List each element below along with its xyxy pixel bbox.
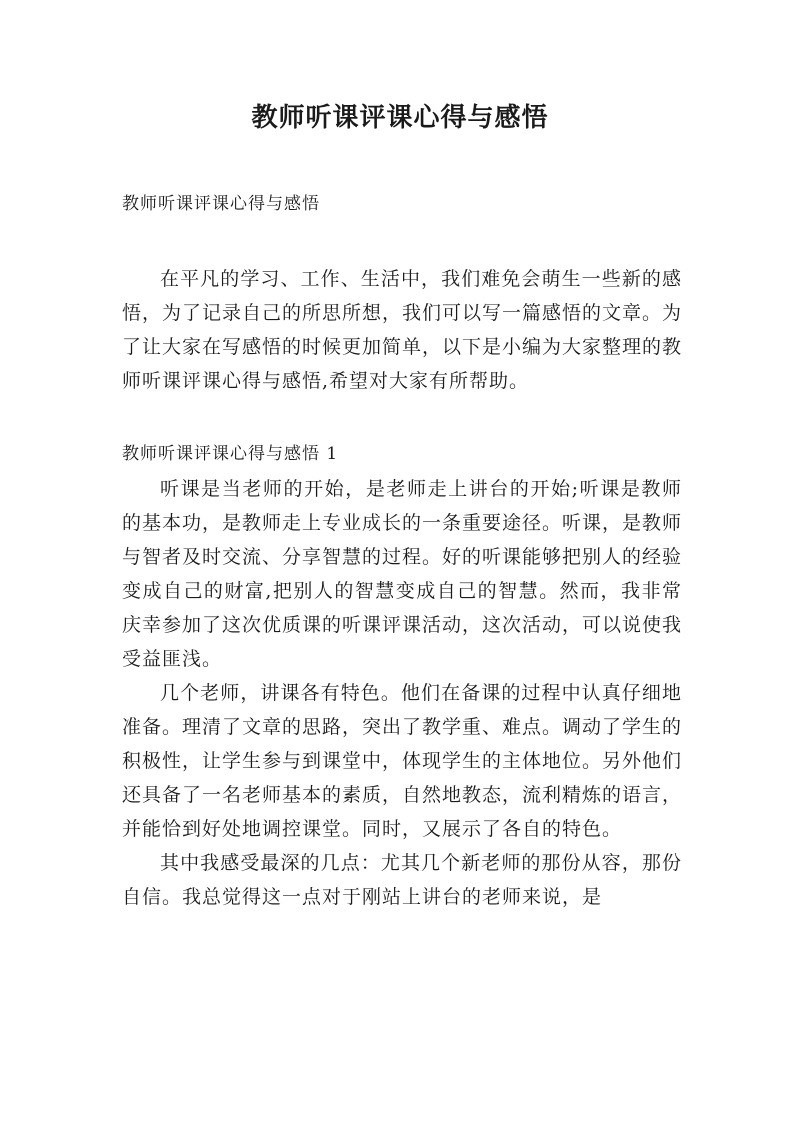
body-paragraph-2: 几个老师，讲课各有特色。他们在备课的过程中认真仔细地准备。理清了文章的思路，突出了教学重、难点。调动了学生的积极性，让学生参与到课堂中，体现学生的主体地位。另外他们还具备了一名老师基本的素质，自然地教态，流利精炼的语言，并能恰到好处地调控课堂。同时，又展示了各自的特色。 — [122, 682, 683, 840]
intro-section — [122, 262, 682, 398]
body-paragraph-1: 听课是当老师的开始，是老师走上讲台的开始;听课是教师的基本功，是教师走上专业成长的一条重要途径。听课，是教师与智者及时交流、分享智慧的过程。好的听课能够把别人的经验变成自己的财富,把别人的智慧变成自己的智慧。然而，我非常庆幸参加了这次优质课的听课评课活动，这次活动，可以说使我受益匪浅。 — [122, 478, 683, 670]
document-title: 教师听课评课心得与感悟 — [251, 103, 549, 133]
document-subtitle: 教师听课评课心得与感悟 — [122, 194, 320, 214]
body-paragraph-3: 其中我感受最深的几点：尤其几个新老师的那份从容，那份自信。我总觉得这一点对于刚站上讲台的老师来说，是 — [122, 852, 682, 908]
document-body — [122, 188, 682, 914]
intro-paragraph: 在平凡的学习、工作、生活中，我们难免会萌生一些新的感悟，为了记录自己的所思所想，我们可以写一篇感悟的文章。为了让大家在写感悟的时候更加简单，以下是小编为大家整理的教师听课评课心得与感悟,希望对大家有所帮助。 — [122, 268, 683, 392]
section-heading-1: 教师听课评课心得与感悟 1 — [122, 444, 339, 464]
